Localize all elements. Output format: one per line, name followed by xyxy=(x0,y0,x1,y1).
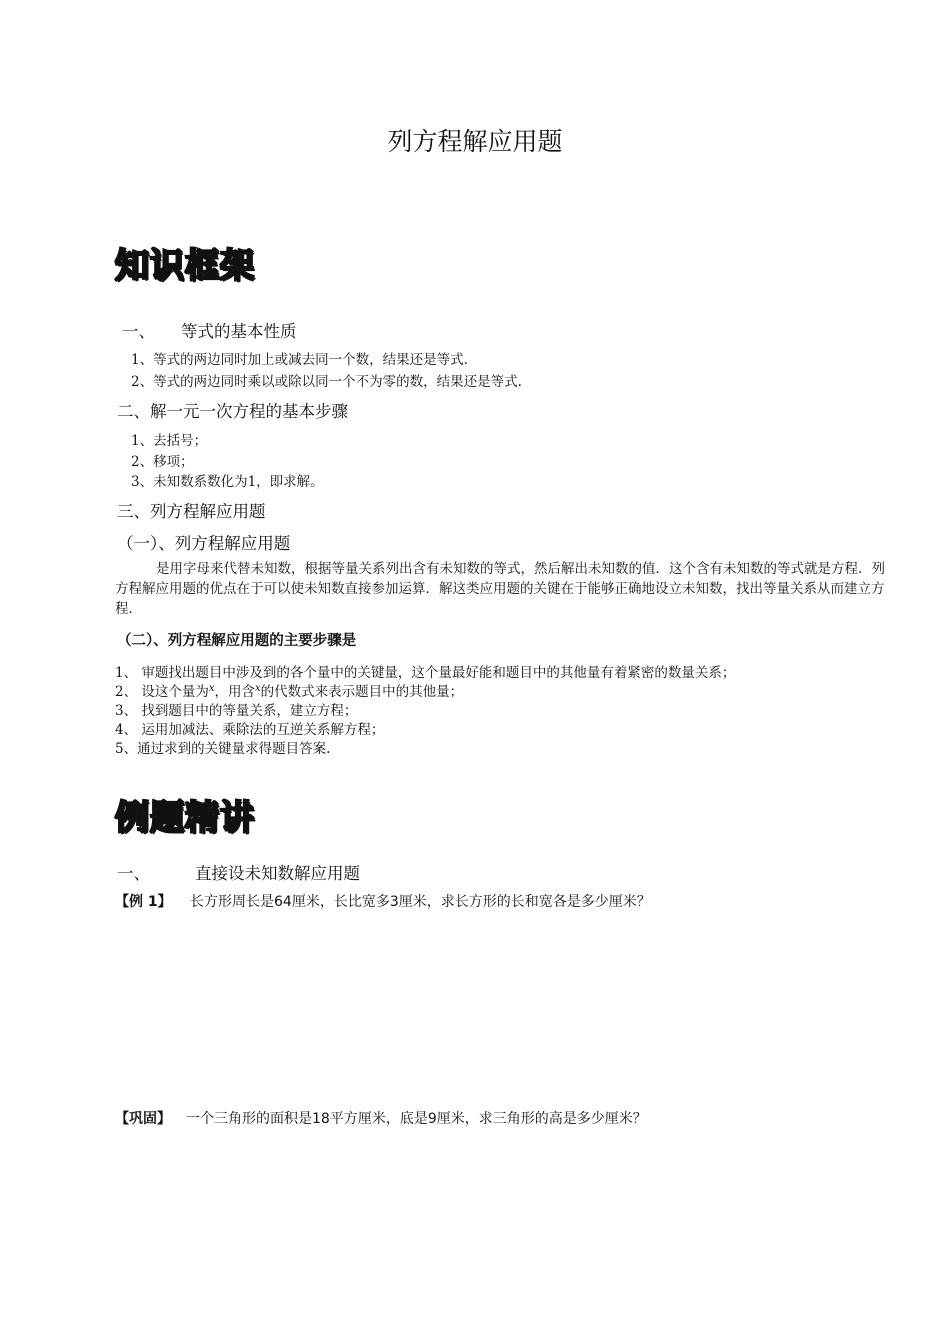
example-section-number: 一、 xyxy=(117,864,150,883)
step-2-text-a: 2、 设这个量为 xyxy=(115,684,209,700)
section-2-heading: 二、解一元一次方程的基本步骤 xyxy=(117,402,348,421)
example-1-question: 长方形周长是64厘米，长比宽多3厘米，求长方形的长和宽各是多少厘米？ xyxy=(190,894,651,910)
example-1-tag: 【例 1】 xyxy=(115,894,172,910)
section-3-heading: 三、列方程解应用题 xyxy=(117,502,266,521)
consolidate-tag: 【巩固】 xyxy=(115,1111,171,1127)
section-1-item-1: 1、等式的两边同时加上或减去同一个数，结果还是等式. xyxy=(131,352,468,368)
section-2-item-3: 3、未知数系数化为1，即求解。 xyxy=(131,474,324,490)
step-2-text-b: ，用含 xyxy=(214,684,256,700)
knowledge-framework-banner: 知识框架 xyxy=(115,246,255,286)
step-2 xyxy=(115,680,463,700)
variable-x: x xyxy=(255,683,261,694)
section-3-paragraph: 是用字母来代替未知数，根据等量关系列出含有未知数的等式，然后解出未知数的值．这个含有未知数的等式就是方程．列方程解应用题的优点在于可以使未知数直接参加运算．解这类应用题的关键在于能够正确地设立未知数，找出等量关系从而建立方程． xyxy=(115,561,885,617)
step-3: 3、 找到题目中的等量关系，建立方程； xyxy=(115,703,358,719)
variable-x: x xyxy=(208,683,215,694)
step-5: 5、通过求到的关键量求得题目答案. xyxy=(115,741,331,757)
page-title: 列方程解应用题 xyxy=(387,127,563,156)
section-3-sub-2-heading: （二）、列方程解应用题的主要步骤是 xyxy=(117,633,357,649)
step-1: 1、 审题找出题目中涉及到的各个量中的关键量，这个量最好能和题目中的其他量有着紧密的数量关系； xyxy=(115,665,736,681)
example-section-heading: 直接设未知数解应用题 xyxy=(195,864,360,883)
section-1-item-2: 2、等式的两边同时乘以或除以同一个不为零的数，结果还是等式. xyxy=(131,374,522,390)
step-4: 4、 运用加减法、乘除法的互逆关系解方程； xyxy=(115,722,385,738)
section-3-sub-1-heading: （一）、列方程解应用题 xyxy=(117,534,291,553)
section-1-number: 一、 xyxy=(122,322,155,341)
step-2-text-c: 的代数式来表示题目中的其他量； xyxy=(260,684,464,700)
consolidate-question: 一个三角形的面积是18平方厘米，底是9厘米，求三角形的高是多少厘米？ xyxy=(186,1111,647,1127)
section-1-heading: 等式的基本性质 xyxy=(181,322,297,341)
examples-banner: 例题精讲 xyxy=(115,798,255,838)
section-2-item-2: 2、移项； xyxy=(131,454,194,470)
section-2-item-1: 1、去括号； xyxy=(131,433,208,449)
